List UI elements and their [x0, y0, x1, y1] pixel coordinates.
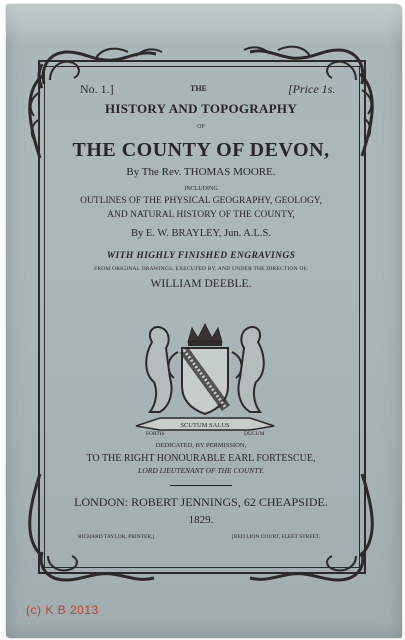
motto-left: FORTIS	[146, 431, 165, 437]
dedication-label: DEDICATED, BY PERMISSION,	[155, 442, 247, 449]
corner-ornament-bottom-left	[34, 548, 164, 588]
printer-left: RICHARD TAYLOR, PRINTER,]	[78, 534, 155, 540]
contributor-byline: By E. W. BRAYLEY, Jun. A.L.S.	[130, 228, 272, 239]
publication-year: 1829.	[188, 514, 214, 526]
coat-of-arms-crest	[130, 308, 280, 438]
dedication-recipient: TO THE RIGHT HONOURABLE EARL FORTESCUE,	[86, 453, 316, 464]
author-byline: By The Rev. THOMAS MOORE.	[126, 166, 276, 178]
paper-edge-highlight	[6, 4, 402, 44]
copyright-watermark: (c) K B 2013	[26, 603, 99, 617]
issue-number: No. 1.]	[80, 82, 114, 96]
dedication-role: LORD LIEUTENANT OF THE COUNTY.	[138, 466, 264, 475]
engravings-subline: FROM ORIGINAL DRAWINGS, EXECUTED BY, AND UNDER THE DIRECTION OF,	[94, 266, 308, 272]
printer-right: [RED LION COURT, FLEET STREET.	[232, 534, 321, 540]
including-label: INCLUDING	[184, 186, 218, 192]
price-label: [Price 1s.	[288, 82, 336, 96]
including-line-2: AND NATURAL HISTORY OF THE COUNTY,	[107, 210, 295, 220]
engravings-headline: WITH HIGHLY FINISHED ENGRAVINGS	[106, 251, 296, 261]
motto-ribbon: SCUTUM SALUS	[180, 422, 230, 429]
main-title: THE COUNTY OF DEVON,	[72, 139, 330, 161]
title-of: OF	[197, 124, 205, 130]
divider-rule	[170, 485, 232, 486]
artist-name: WILLIAM DEEBLE.	[150, 278, 252, 290]
motto-right: DUCUM	[244, 431, 265, 437]
title-line-history: HISTORY AND TOPOGRAPHY	[104, 101, 298, 116]
including-line-1: OUTLINES OF THE PHYSICAL GEOGRAPHY, GEOLOGY,	[80, 196, 322, 206]
publisher-imprint: LONDON: ROBERT JENNINGS, 62 CHEAPSIDE.	[74, 495, 328, 509]
the-label: THE	[190, 84, 207, 93]
